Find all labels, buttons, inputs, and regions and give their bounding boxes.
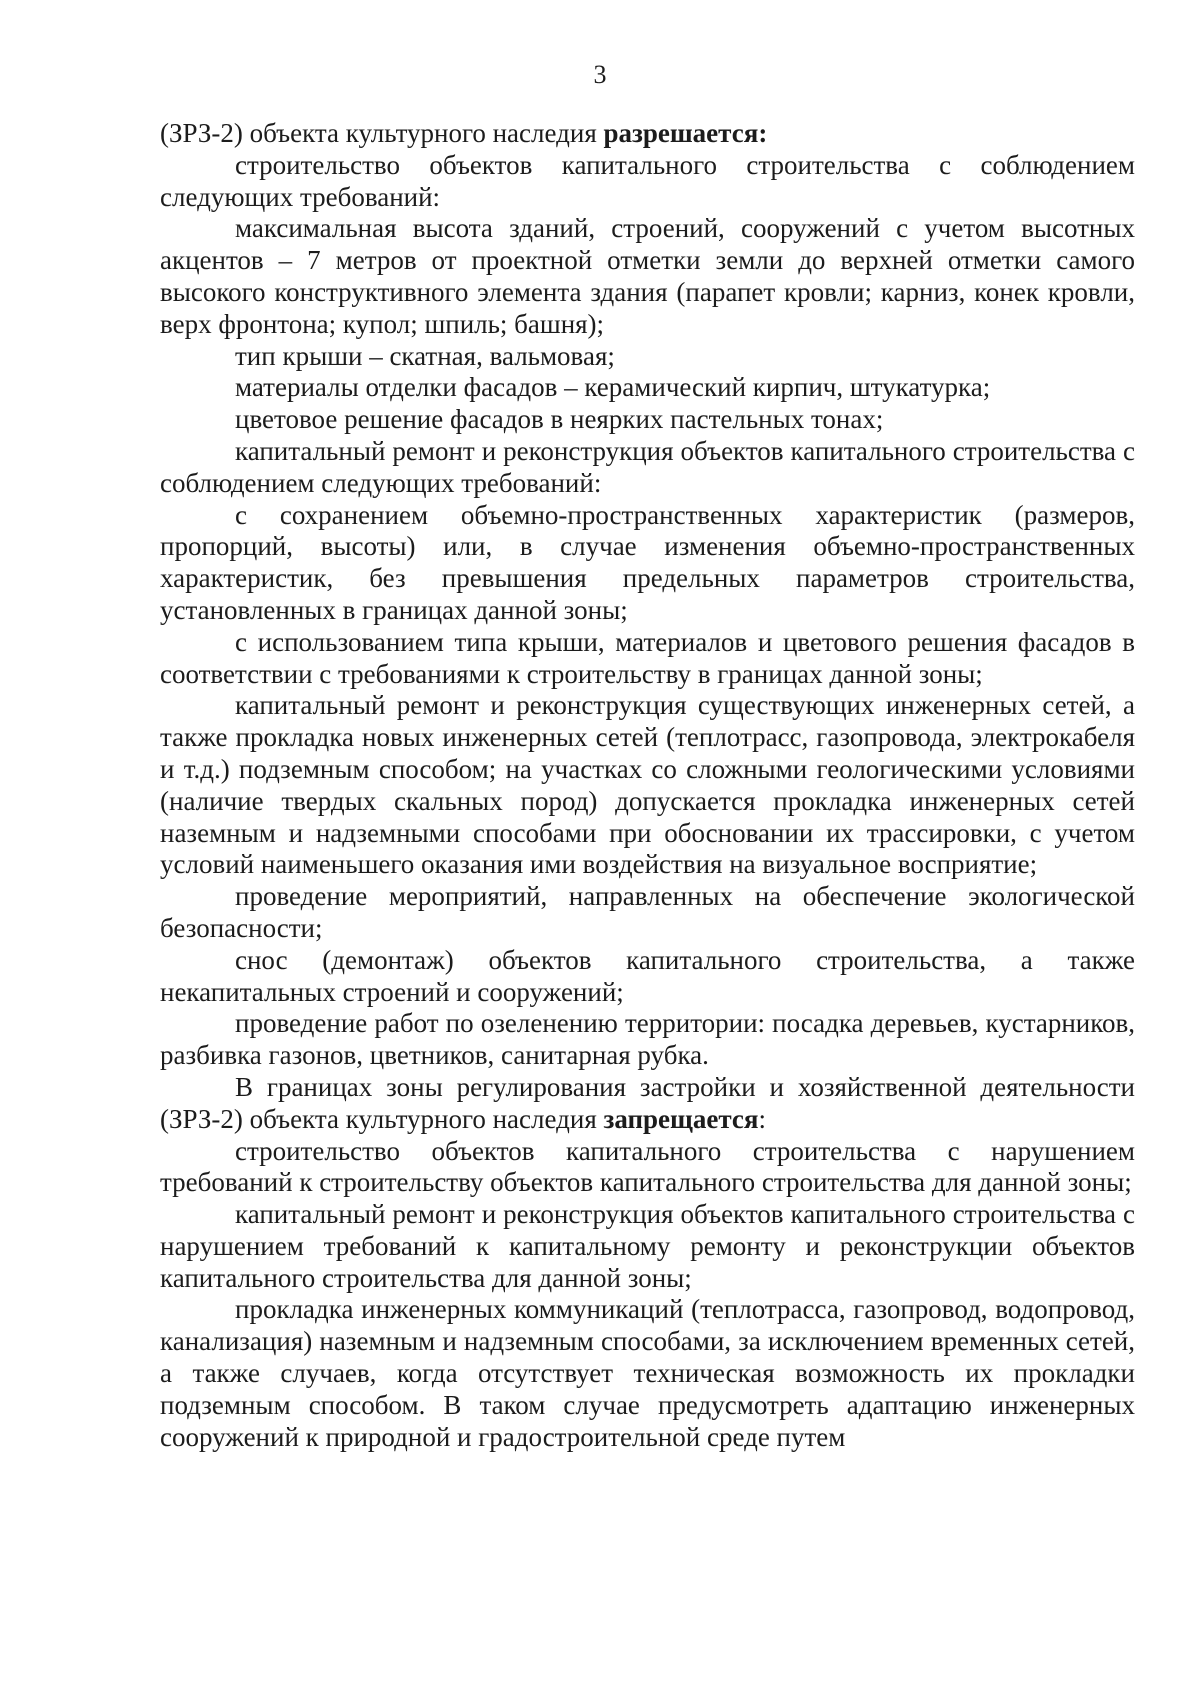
paragraph: строительство объектов капитального строительства с соблюдением следующих требований: (160, 149, 1135, 212)
paragraph: строительство объектов капитального строительства с нарушением требований к строительству объектов капитального строительства для данной зоны; (160, 1135, 1135, 1198)
paragraph: снос (демонтаж) объектов капитального строительства, а также некапитальных строений и сооружений; (160, 944, 1135, 1007)
document-body (160, 118, 1135, 1453)
paragraph (160, 118, 1135, 150)
paragraph: капитальный ремонт и реконструкция объектов капитального строительства с нарушением требований к капитальному ремонту и реконструкции объектов капитального строительства для данной зоны; (160, 1199, 1135, 1293)
paragraph: проведение мероприятий, направленных на обеспечение экологической безопасности; (160, 881, 1135, 943)
paragraph: с сохранением объемно-пространственных характеристик (размеров, пропорций, высоты) или, в случае изменения объемно-пространственных характеристик, без превышения предельных параметров строительства, установленных в границах данной зоны; (160, 499, 1135, 625)
paragraph: капитальный ремонт и реконструкция объектов капитального строительства с соблюдением следующих требований: (160, 435, 1135, 498)
paragraph: тип крыши – скатная, вальмовая; (235, 340, 615, 371)
bold-term: разрешается: (603, 118, 768, 148)
paragraph-tail: : (758, 1103, 767, 1134)
paragraph-text: (ЗРЗ-2) объекта культурного наследия (160, 118, 604, 148)
paragraph: максимальная высота зданий, строений, сооружений с учетом высотных акцентов – 7 метров от проектной отметки земли до верхней отметки самого высокого конструктивного элемента здания (парапет кровли; карниз, конек кровли, верх фронтона; купол; шпиль; башня); (160, 213, 1135, 339)
bold-term: запрещается (603, 1103, 759, 1134)
paragraph (160, 1072, 1135, 1136)
paragraph: прокладка инженерных коммуникаций (теплотрасса, газопровод, водопровод, канализация) наземным и надземным способами, за исключением временных сетей, а также случаев, когда отсутствует техническая возможность их прокладки подземным способом. В таком случае предусмотреть адаптацию инженерных сооружений к природной и градостроительной среде путем (160, 1294, 1135, 1452)
paragraph: цветовое решение фасадов в неярких пастельных тонах; (235, 404, 884, 435)
paragraph-text: В границах зоны регулирования застройки и хозяйственной деятельности (ЗРЗ-2) объекта культурного наследия (160, 1071, 1135, 1134)
paragraph: проведение работ по озеленению территории: посадка деревьев, кустарников, разбивка газонов, цветников, санитарная рубка. (160, 1008, 1135, 1071)
paragraph: материалы отделки фасадов – керамический кирпич, штукатурка; (235, 372, 991, 403)
paragraph: капитальный ремонт и реконструкция существующих инженерных сетей, а также прокладка новых инженерных сетей (теплотрасс, газопровода, электрокабеля и т.д.) подземным способом; на участках со сложными геологическими условиями (наличие твердых скальных пород) допускается прокладка инженерных сетей наземным и надземными способами при обосновании их трассировки, с учетом условий наименьшего оказания ими воздействия на визуальное восприятие; (160, 690, 1135, 880)
paragraph: с использованием типа крыши, материалов и цветового решения фасадов в соответствии с требованиями к строительству в границах данной зоны; (160, 626, 1135, 689)
page-number: 3 (593, 60, 607, 89)
